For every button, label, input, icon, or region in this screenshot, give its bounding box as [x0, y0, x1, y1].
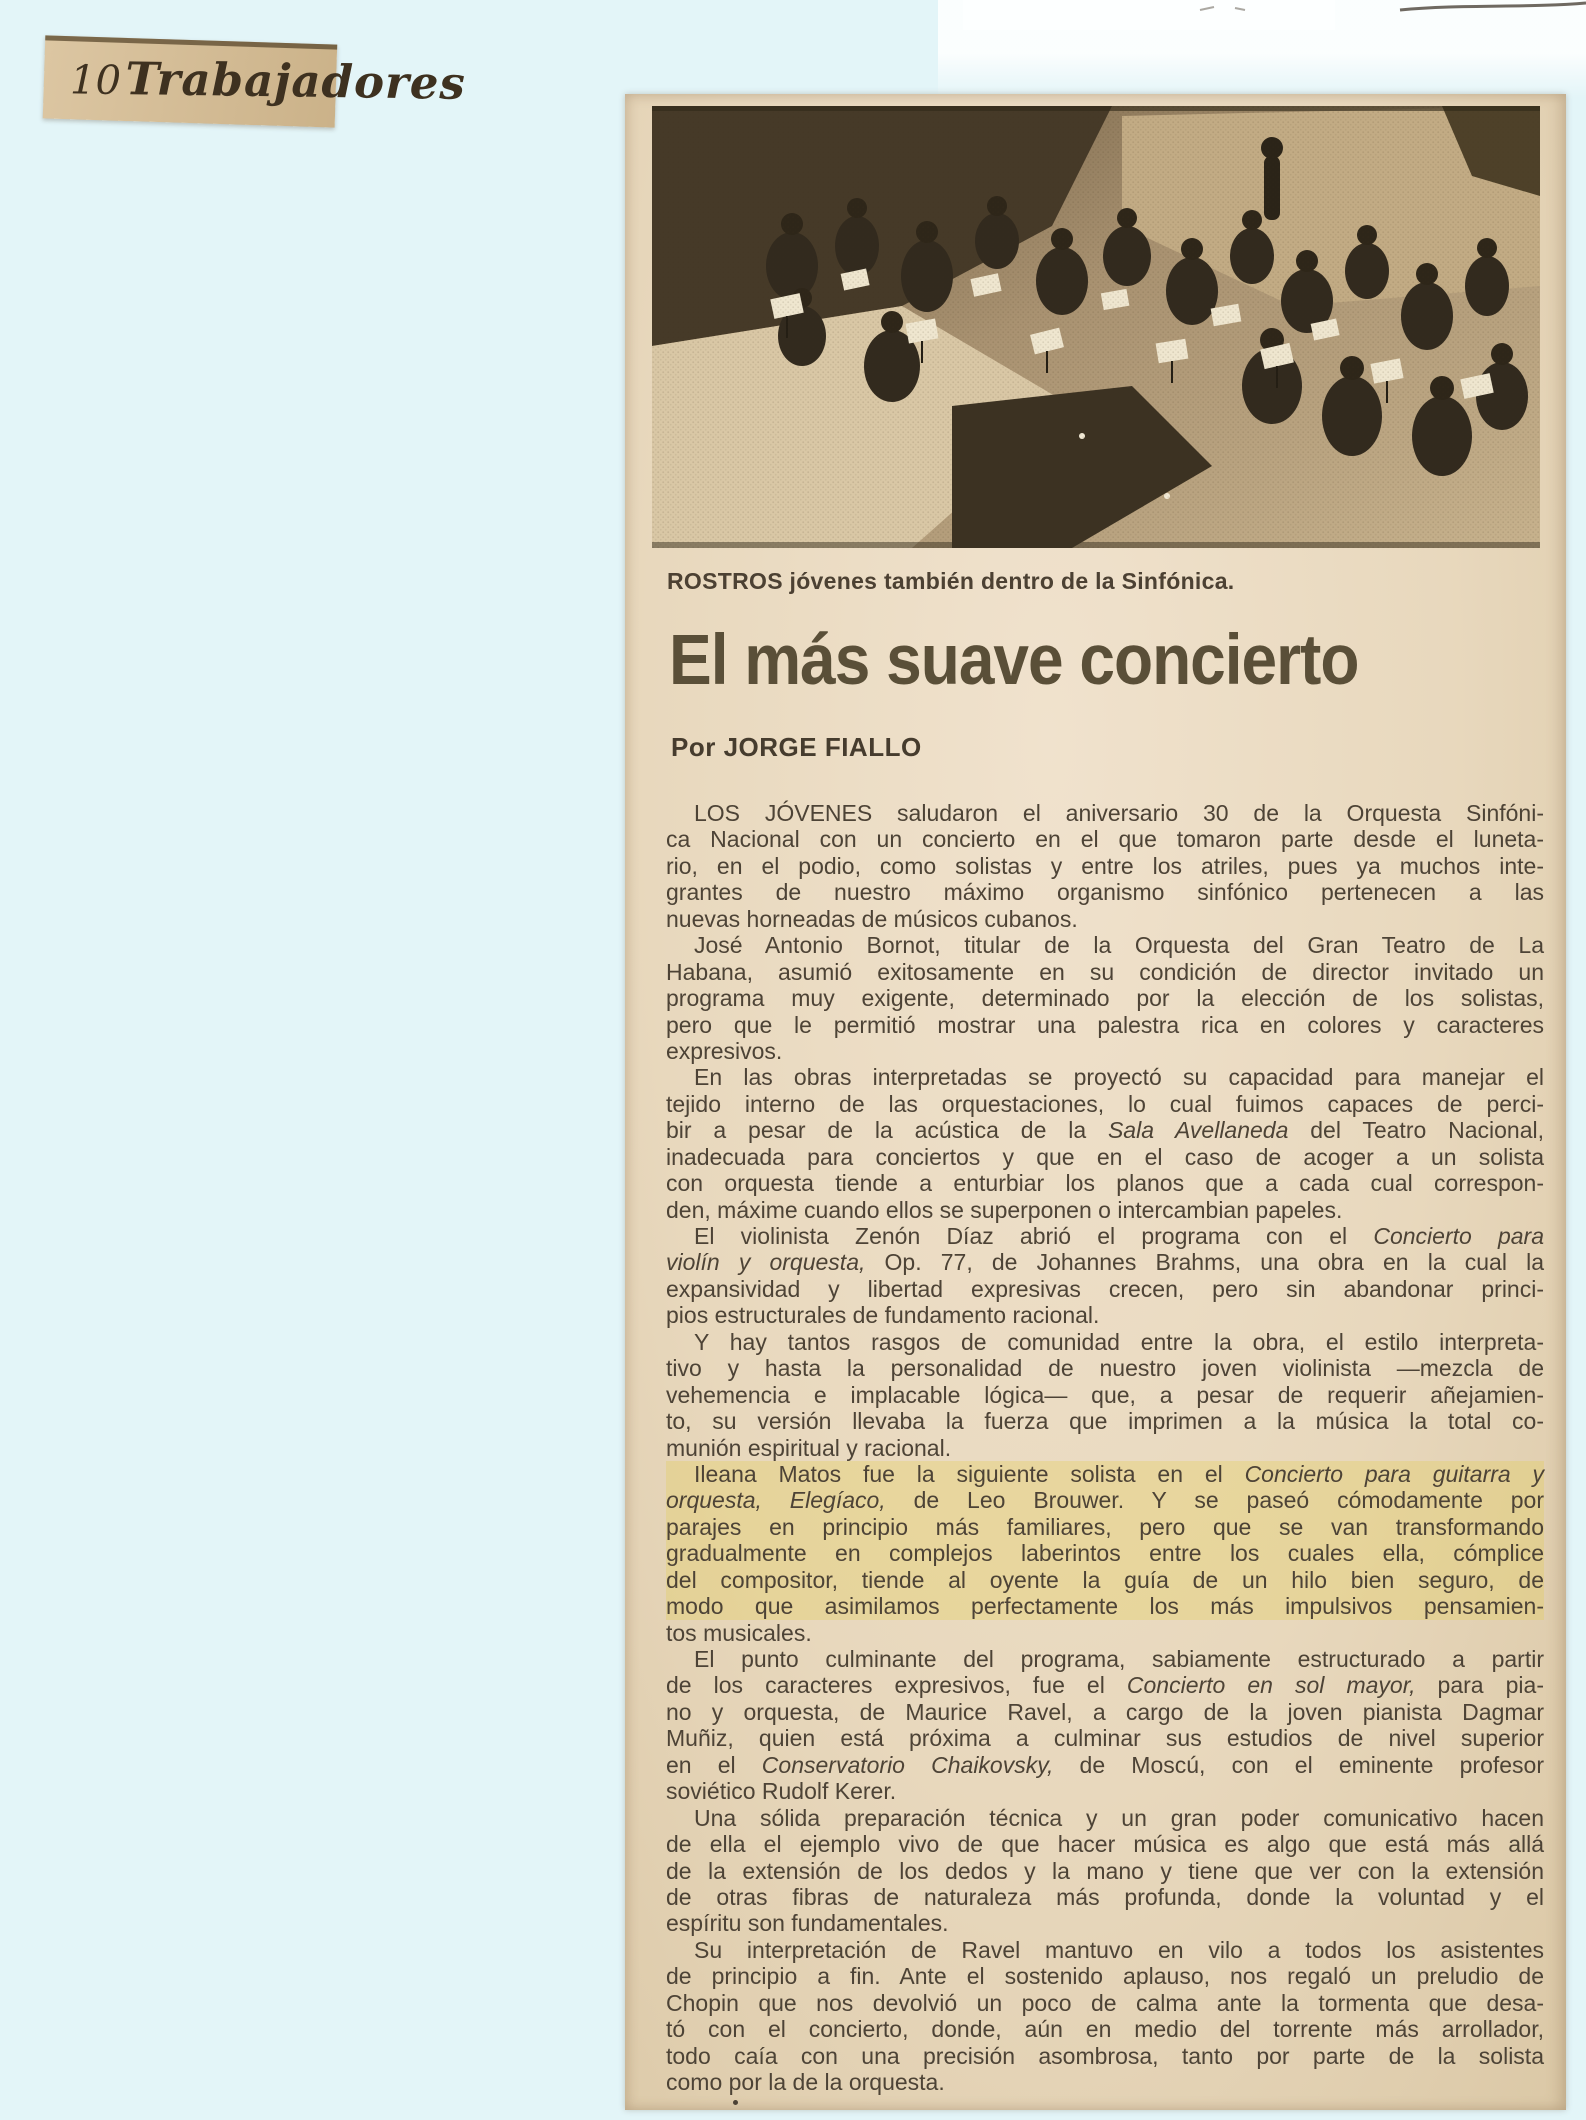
pen-mark [1140, 0, 1586, 24]
article-line: Una sólida preparación técnica y un gran poder comunicativo hacen [694, 1804, 1544, 1831]
article-line: pero que le permitió mostrar una palestra rica en colores y caracteres [666, 1011, 1544, 1038]
article-line: LOS JÓVENES saludaron el aniversario 30 de la Orquesta Sinfóni- [694, 800, 1544, 826]
article-line: soviético Rudolf Kerer. [666, 1778, 897, 1805]
article-line: bir a pesar de la acústica de la Sala Avellaneda del Teatro Nacional, [666, 1117, 1544, 1144]
article-line: tejido interno de las orquestaciones, lo cual fuimos capaces de perci- [666, 1090, 1544, 1117]
article-body [666, 800, 1544, 2095]
article-line: José Antonio Bornot, titular de la Orquesta del Gran Teatro de La [694, 932, 1544, 959]
article-line: El violinista Zenón Díaz abrió el programa con el Concierto para [694, 1223, 1545, 1249]
article-line: gradualmente en complejos laberintos entre los cuales ella, cómplice [666, 1540, 1544, 1567]
article-line: Y hay tantos rasgos de comunidad entre la obra, el estilo interpreta- [694, 1328, 1544, 1355]
article-line: den, máxime cuando ellos se superponen o intercambian papeles. [666, 1196, 1343, 1223]
article-line: vehemencia e implacable lógica— que, a pesar de requerir añejamien- [666, 1381, 1544, 1408]
article-line: rio, en el podio, como solistas y entre los atriles, pues ya muchos inte- [666, 852, 1544, 879]
article-line: de ella el ejemplo vivo de que hacer música es algo que está más allá [666, 1831, 1544, 1858]
ink-dot [733, 2100, 738, 2105]
article-line: de otras fibras de naturaleza más profunda, donde la voluntad y el [666, 1883, 1544, 1910]
article-line: tó con el concierto, donde, aún en medio del torrente más arrollador, [666, 2016, 1544, 2043]
article-line: munión espiritual y racional. [666, 1434, 952, 1461]
article-line: En las obras interpretadas se proyectó su capacidad para manejar el [694, 1064, 1544, 1091]
article-line: Su interpretación de Ravel mantuvo en vilo a todos los asistentes [694, 1936, 1544, 1963]
photo-caption: ROSTROS jóvenes también dentro de la Sinfónica. [667, 568, 1235, 594]
article-line: no y orquesta, de Maurice Ravel, a cargo de la joven pianista Dagmar [666, 1698, 1544, 1725]
article-line: con orquesta tiende a enturbiar los planos que a cada cual correspon- [666, 1170, 1544, 1197]
article-line: todo caía con una precisión asombrosa, tanto por parte de la solista [666, 2042, 1544, 2069]
article-line: de principio a fin. Ante el sostenido aplauso, nos regaló un preludio de [666, 1963, 1544, 1990]
article-line: de los caracteres expresivos, fue el Concierto en sol mayor, para pia- [666, 1672, 1544, 1699]
article-byline: Por JORGE FIALLO [671, 732, 922, 762]
article-line: programa muy exigente, determinado por la elección de los solistas, [666, 985, 1544, 1012]
orchestra-photo [652, 106, 1540, 548]
article-headline: El más suave concierto [669, 619, 1359, 700]
masthead-clipping [43, 35, 467, 127]
newspaper-title: Trabajadores [125, 52, 467, 110]
article-line: pios estructurales de fundamento racional. [666, 1302, 1100, 1329]
article-line: de la extensión de los dedos y la mano y tiene que ver con la extensión [666, 1857, 1544, 1884]
article-line: expansividad y libertad expresivas crecen, pero sin abandonar princi- [666, 1275, 1544, 1302]
article-line: del compositor, tiende al oyente la guía de un hilo bien seguro, de [666, 1566, 1544, 1593]
article-line: inadecuada para conciertos y que en el caso de acoger a un solista [666, 1143, 1544, 1170]
article-line: El punto culminante del programa, sabiamente estructurado a partir [694, 1646, 1544, 1672]
article-line: Ileana Matos fue la siguiente solista en el Concierto para guitarra y [666, 1461, 1544, 1487]
article-line: parajes en principio más familiares, pero que se van transformando [666, 1513, 1544, 1540]
article-line: tivo y hasta la personalidad de nuestro joven violinista —mezcla de [666, 1355, 1544, 1382]
article-line: espíritu son fundamentales. [666, 1910, 949, 1937]
article-line: nuevas horneadas de músicos cubanos. [666, 905, 1078, 932]
article-line: Chopin que nos devolvió un poco de calma ante la tormenta que desa- [666, 1989, 1544, 2016]
article-line: expresivos. [666, 1037, 783, 1064]
article-line: violín y orquesta, Op. 77, de Johannes Brahms, una obra en la cual la [666, 1249, 1544, 1276]
article-line: en el Conservatorio Chaikovsky, de Moscú, con el eminente profesor [666, 1751, 1544, 1778]
article-line: to, su versión llevaba la fuerza que imprimen a la música la total co- [666, 1408, 1544, 1435]
page-number: 10 [69, 57, 122, 105]
article-line: orquesta, Elegíaco, de Leo Brouwer. Y se paseó cómodamente por [666, 1487, 1544, 1514]
article-line: modo que asimilamos perfectamente los más impulsivos pensamien- [666, 1593, 1544, 1620]
article-line: tos musicales. [666, 1619, 812, 1646]
article-line: grantes de nuestro máximo organismo sinfónico pertenecen a las [666, 879, 1544, 906]
masthead-text [44, 43, 467, 110]
article-line: ca Nacional con un concierto en el que tomaron parte desde el luneta- [666, 826, 1544, 853]
article-clipping [625, 94, 1566, 2110]
article-line: Habana, asumió exitosamente en su condición de director invitado un [666, 958, 1544, 985]
article-line: Muñiz, quien está próxima a culminar sus estudios de nivel superior [666, 1725, 1544, 1752]
article-line: como por la de la orquesta. [666, 2069, 945, 2095]
